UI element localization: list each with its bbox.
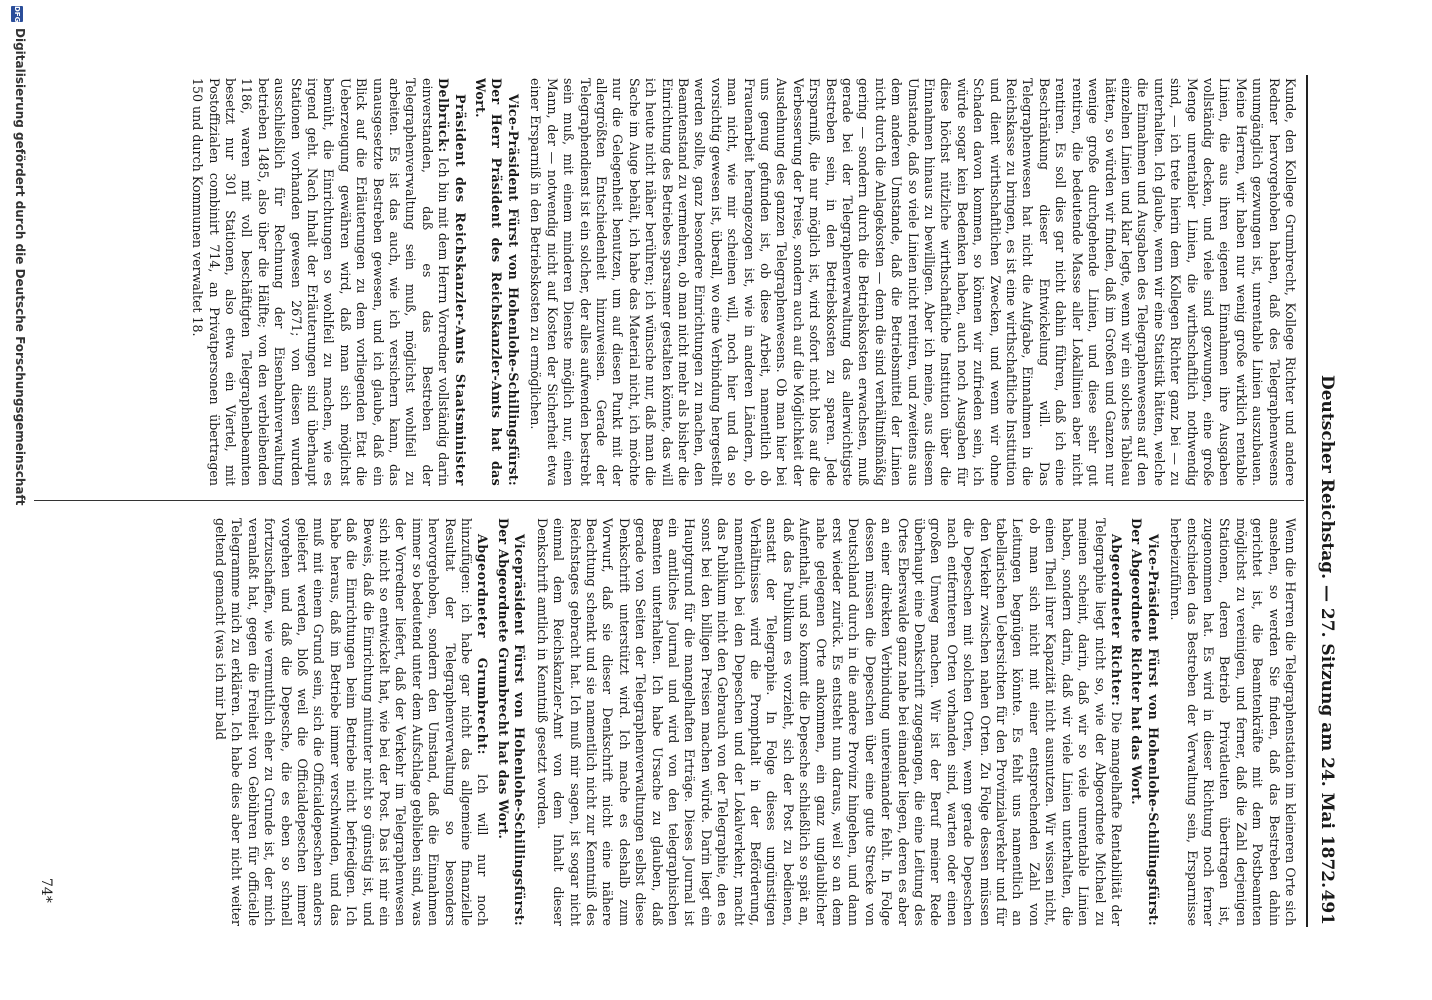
digitization-credit [11,6,27,986]
speaker-announcement: Vice-Präsident Fürst von Hohenlohe-Schillingsfürst: Der Herr Präsident des Reichskanzler-Amts hat das Wort. [473,78,521,486]
dfg-logo-icon: DFG [13,6,21,23]
header-rule [1306,75,1308,927]
speaker-name: Abgeordneter Grumbrecht: [475,534,491,755]
speech-text: Ich bin mit dem Herrn Vorredner vollständig darin einverstanden, daß es das Bestreben der Telegraphenverwaltung sein muß, möglichst wohlfeil zu arbeiten. Es ist das auch, wie ich versichern kann, das unausgesetzte Bestreben gewesen, und ich glaube, daß ein Blick auf die Erläuterungen zu dem vorliegenden Etat die Ueberzeugung gewähren wird, daß man sich möglichst bemüht, die Einrichtungen so wohlfeil zu machen, wie es irgend geht. Nach Inhalt der Erläuterungen sind überhaupt Stationen vorhanden gewesen 2671; von diesen wurden ausschließlich für Rechnung der Eisenbahnverwaltung betrieben 1485, also über die Hälfte; von den verbleibenden 1186, waren mit voll beschäftigten Telegraphenbeamten besetzt nur 301 Stationen, also etwa ein Viertel, mit Postoffizialen combinirt 714, an Privatpersonen übertragen 150 und durch Kommunen verwaltet 18. [190,78,452,486]
continued-paragraph: Wenn die Herren die Telegraphenstation im kleineren Orte sich ansehen, so werden Sie finden, daß das Bestreben dahin gerichtet ist, die Beamtenkräfte mit dem Postbeamten möglichst zu vereinigen, und ferner, daß die Zahl derjenigen Stationen, deren Betrieb Privatleuten übertragen ist, zugenommen hat. Es wird in dieser Richtung noch ferner entschieden das Bestreben der Verwaltung sein, Ersparnisse herbeizuführen. [1168,518,1298,926]
speaker-name: Präsident des Reichskanzler-Amts Staatsminister Delbrück: [436,78,468,486]
page-number: 491 [1317,889,1337,925]
speech-text: Die mangelhafte Rentabilität der Telegraphie liegt nicht so, wie der Abgeordnete Michael zu meinen scheint, darin, daß wir so viele unrentable Linien haben, sondern darin, daß wir viele Linien unterhalten, die einen Theil ihrer Kapazität nicht ausnutzen. Wir wissen nicht, ob man sich nicht mit einer entsprechenden Zahl von Leitungen begnügen könnte. Es fehlt uns namentlich an tabellarischen Uebersichten für den Provinzialverkehr und für den Verkehr zwischen nahen Orten. Zu Folge dessen müssen die Depeschen mit solchen Orten, wenn gerade Depeschen nach entfernteren Orten vorhanden sind, warten oder einen großen Umweg machen. Wir ist der Beruf meiner Rede überhaupt eine Denkschrift zugegangen, die eine Leitung des Ortes Eberswalde ganz nahe bei einander liegen, deren es aber an einer direkten Verbindung untereinander fehlt. In Folge dessen müssen die Depeschen über eine gute Strecke von Deutschland durch in die andere Provinz hingehen, und dann erst wieder zurück. Es entsteht nun daraus, weil so an dem nahe gelegenen Orte ankommen, ein ganz unglaublicher Aufenthalt, und so kommt die Depesche schließlich so spät an, daß das Publikum es vorzieht, sich der Post zu bedienen, anstatt der Telegraphie. In Folge dieses ungünstigen Verhältnisses wird die Prompthalt in der Beförderung, namentlich bei den Depeschen und der Lokalverkehr, macht das Publikum nicht den Gebrauch von der Telegraphie, den es sonst bei den billigen Preisen machen würde. Darin liegt ein Hauptgrund für die mangelhaften Erträge. Dieses Journal ist ein amtliches Journal und wird von den telegraphischen Beamten unterhalten. Ich habe Ursache zu glauben, daß gerade von Seiten der Telegraphenverwaltungen selbst diese Denkschrift unterstützt wird. Ich mache es deshalb zum Vorwurf, daß sie dieser Denkschrift nicht eine nähere Beachtung schenkt und sie namentlich nicht zur Kenntniß des Reichstages gebracht hat. Ich muß mir sagen, ist sogar nicht einmal dem Reichskanzler-Amt von dem Inhalt dieser Denkschrift amtlich in Kenntniß gesetzt worden. [534,518,1124,926]
continued-paragraph: Kunde, den Kollege Grumbrecht, Kollege Richter und andere Redner hervorgehoben haben, daß des Telegraphenwesens unumgänglich gezwungen ist, unrentable Linien auszubauen. Meine Herren, wir haben nur wenig große wirklich rentable Linien, die aus ihren eigenen Einnahmen ihre Ausgaben vollständig decken, und viele sind gezwungen, eine große Menge unrentabler Linien, die wirthschaftlich nothwendig sind, — ich trete hierin dem Kollegen Richter ganz bei — zu unterhalten. Ich glaube, wenn wir eine Statistik hätten, welche die Einnahmen und Ausgaben des Telegraphenwesens auf den einzelnen Linien und klar legte, wenn wir ein solches Tableau hätten, so würden wir finden, daß im Großen und Ganzen nur wenige große durchgehende Linien, und diese sehr gut rentiren, die bedeutende Masse aller Lokallinien aber nicht rentiren. Es soll dies gar nicht dahin führen, daß ich eine Beschränkung dieser Entwickelung will. Das Telegraphenwesen hat nicht die Aufgabe, Einnahmen in die Reichskasse zu bringen, es ist eine wirthschaftliche Institution und dient wirthschaftlichen Zwecken, und wenn wir ohne Schaden davon kommen, so können wir zufrieden sein, ich würde sogar kein Bedenken haben, auch noch Ausgaben für diese höchst nützliche wirthschaftliche Institution über die Einnahmen hinaus zu bewilligen. Aber ich meine, aus diesem Umstande, daß so viele Linien nicht rentiren, und zweitens aus dem anderen Umstande, daß die Betriebsmittel der Linien nicht durch die Anlagekosten — denn die sind verhältnißmäßig gering — sondern durch die Betriebskosten erwachsen, muß gerade bei der Telegraphenverwaltung das allerwichtigste Bestreben sein, in den Betriebskosten zu sparen. Jede Ersparniß, die nur möglich ist, wird sofort nicht blos auf die Verbesserung der Preise, sondern auch auf die Möglichkeit der Ausdehnung des ganzen Telegraphenwesens. Ob man hier bei uns genug gefunden ist, ob diese Arbeit, namentlich ob Frauenarbeit herangezogen ist, wie in anderen Ländern, ob man nicht, wie mir scheinen will, noch hier und da so vorsichtig gewesen ist, überall, wo eine Verbindung hergestellt werden sollte, ganz besondere Einrichtungen zu machen, den Beamtenstand zu vermehren, ob man nicht mehr als bisher die Einrichtung des Betriebes sparsamer gestalten könnte, das will ich heute nicht näher berühren; ich wünsche nur, daß man die Sache im Auge behält, ich habe das Material nicht, ich möchte nur die Gelegenheit benutzen, um auf diesen Punkt mit der allergrößten Entschiedenheit hinzuweisen. Gerade der Telegraphendienst ist ein solcher, der alles aufwenden bestrebt sein muß, mit einem minderen Dienste möglich nur, einen Mann, der — notwendig nicht auf Kosten der Sicherheit etwa einer Ersparniß in den Betriebskosten zu ermöglichen. [528,78,1298,486]
digitization-credit-text: Digitalisierung gefördert durch die Deutsche Forschungsgemeinschaft [13,28,27,506]
speech-paragraph [212,518,491,926]
column-divider [34,500,1304,501]
page-header [1309,75,1337,925]
speaker-name: Abgeordneter Richter: [1108,534,1124,707]
speech-text: Ich will nur noch hinzufügen: ich habe gar nicht das allgemeine finanzielle Resultat der Telegraphenverwaltung so besonders hervorgehoben, sondern den Umstand, daß die Einnahmen immer so bedeutend unter dem Aufschlage geblieben sind, was der Vorredner liefert, daß der Verkehr im Telegraphenwesen sich nicht so entwickelt hat, wie bei der Post. Das ist mir ein Beweis, daß die Einrichtung mitunter nicht so günstig ist, und daß die Einrichtungen beim Betriebe nicht befriedigen. Ich habe heraus, daß im Betriebe immer verschwinden, und das muß mit einem Grund sein, sich die Officialdepeschen anders geliefert werden, bloß weil die Officialdepeschen immer vorgehen und daß die Depesche, die es eben so schnell fortzuschaffen, wie vermuthlich eher zu Grunde ist, der mich veranlaßt hat, gegen die Freiheit von Gebühren für officielle Telegramme mich zu erklären. Ich habe dies aber nicht weiter geltend gemacht (was ich mir bald [213,518,491,926]
text-column-right [8,518,1298,926]
speaker-announcement: Vicepräsident Fürst von Hohenlohe-Schillingsfürst: Der Abgeordnete Grumbrecht hat das Wort. [495,518,528,926]
running-title: Deutscher Reichstag. — 27. Sitzung am 24. Mai 1872. [1317,375,1337,889]
signature-mark: 74* [38,878,54,903]
speech-paragraph [533,518,1124,926]
speaker-announcement: Vice-Präsident Fürst von Hohenlohe-Schillingsfürst: Der Abgeordnete Richter hat das Wort. [1129,518,1161,926]
speech-paragraph [189,78,468,486]
text-column-left [8,78,1298,486]
